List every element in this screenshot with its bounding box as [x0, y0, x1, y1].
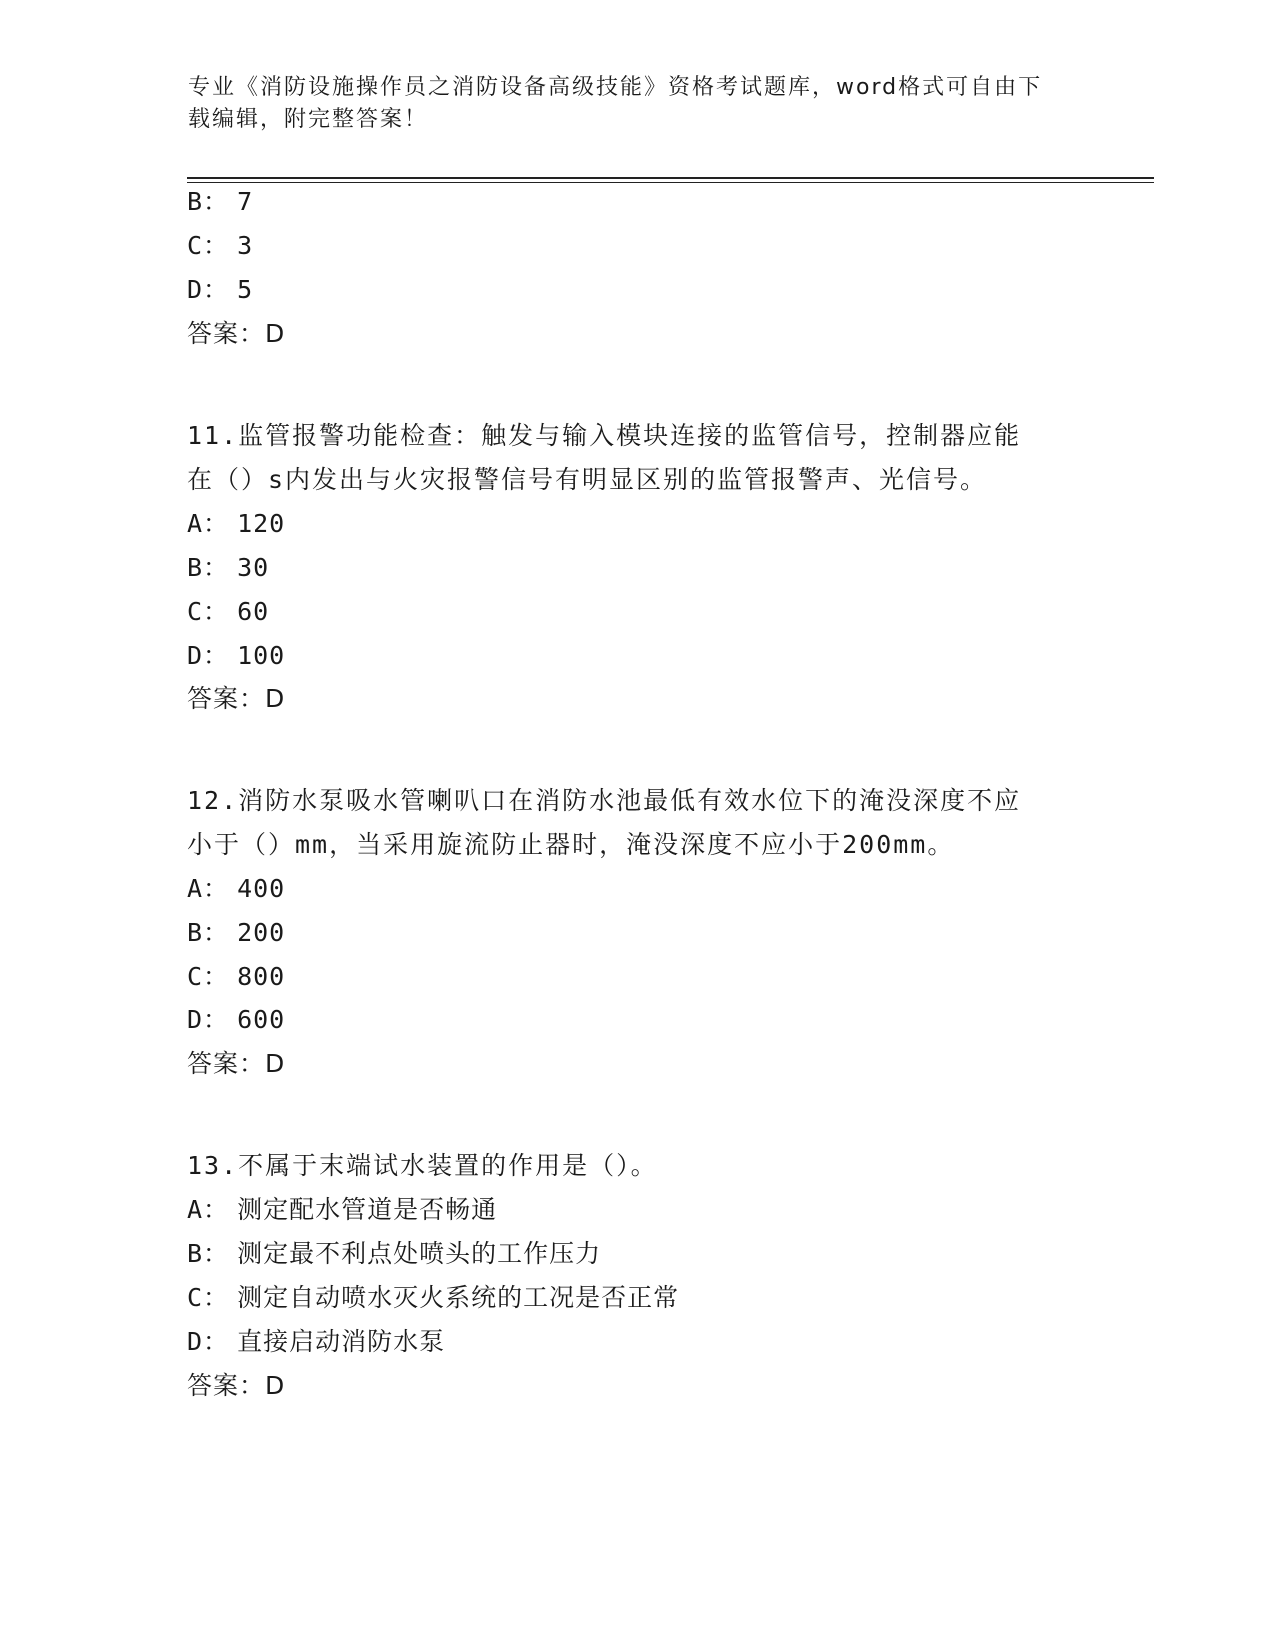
option-b	[187, 918, 285, 948]
option-c	[187, 597, 269, 627]
option-a	[187, 1195, 497, 1225]
answer-text: 答案：D	[187, 1371, 286, 1400]
answer-text: 答案：D	[187, 684, 286, 713]
option-label: C：	[187, 962, 230, 991]
option-c	[187, 962, 285, 992]
option-label: C：	[187, 231, 230, 260]
option-c	[187, 231, 253, 261]
option-a	[187, 509, 285, 539]
question-13-line-1: 13.不属于末端试水装置的作用是（）。	[187, 1151, 658, 1180]
option-value: 测定最不利点处喷头的工作压力	[237, 1239, 602, 1268]
option-label: C：	[187, 1283, 230, 1312]
option-value: 测定自动喷水灭火系统的工况是否正常	[237, 1283, 680, 1312]
option-value: 200	[237, 918, 286, 947]
option-d	[187, 275, 253, 305]
option-b	[187, 553, 269, 583]
answer-text: 答案：D	[187, 319, 286, 348]
option-value: 120	[237, 509, 286, 538]
header-line-1: 专业《消防设施操作员之消防设备高级技能》资格考试题库，word格式可自由下	[188, 75, 1043, 100]
option-label: D：	[187, 1005, 230, 1034]
option-label: D：	[187, 275, 230, 304]
option-value: 3	[237, 231, 254, 260]
option-value: 600	[237, 1005, 286, 1034]
option-a	[187, 874, 285, 904]
option-value: 800	[237, 962, 286, 991]
question-11-line-2: 在（）s内发出与火灾报警信号有明显区别的监管报警声、光信号。	[187, 465, 988, 494]
option-d	[187, 1005, 285, 1035]
option-value: 7	[237, 187, 254, 216]
header-divider-thin	[187, 182, 1154, 183]
option-value: 测定配水管道是否畅通	[237, 1195, 498, 1224]
option-b	[187, 187, 253, 217]
option-label: B：	[187, 1239, 230, 1268]
question-11-line-1: 11.监管报警功能检查：触发与输入模块连接的监管信号，控制器应能	[187, 421, 1022, 450]
header-divider-thick	[187, 177, 1154, 179]
option-value: 直接启动消防水泵	[237, 1327, 446, 1356]
option-value: 60	[237, 597, 270, 626]
option-value: 30	[237, 553, 270, 582]
option-label: B：	[187, 918, 230, 947]
option-b	[187, 1239, 601, 1269]
option-value: 5	[237, 275, 254, 304]
option-d	[187, 641, 285, 671]
option-d	[187, 1327, 445, 1357]
option-value: 100	[237, 641, 286, 670]
option-c	[187, 1283, 679, 1313]
option-label: A：	[187, 1195, 230, 1224]
question-12-line-2: 小于（）mm，当采用旋流防止器时，淹没深度不应小于200mm。	[187, 830, 955, 859]
header-line-2: 载编辑，附完整答案！	[188, 107, 429, 132]
option-label: C：	[187, 597, 230, 626]
document-header	[188, 72, 1088, 136]
option-label: A：	[187, 509, 230, 538]
option-value: 400	[237, 874, 286, 903]
option-label: B：	[187, 553, 230, 582]
option-label: D：	[187, 641, 230, 670]
option-label: A：	[187, 874, 230, 903]
question-12-line-1: 12.消防水泵吸水管喇叭口在消防水池最低有效水位下的淹没深度不应	[187, 786, 1022, 815]
option-label: D：	[187, 1327, 230, 1356]
option-label: B：	[187, 187, 230, 216]
answer-text: 答案：D	[187, 1049, 286, 1078]
